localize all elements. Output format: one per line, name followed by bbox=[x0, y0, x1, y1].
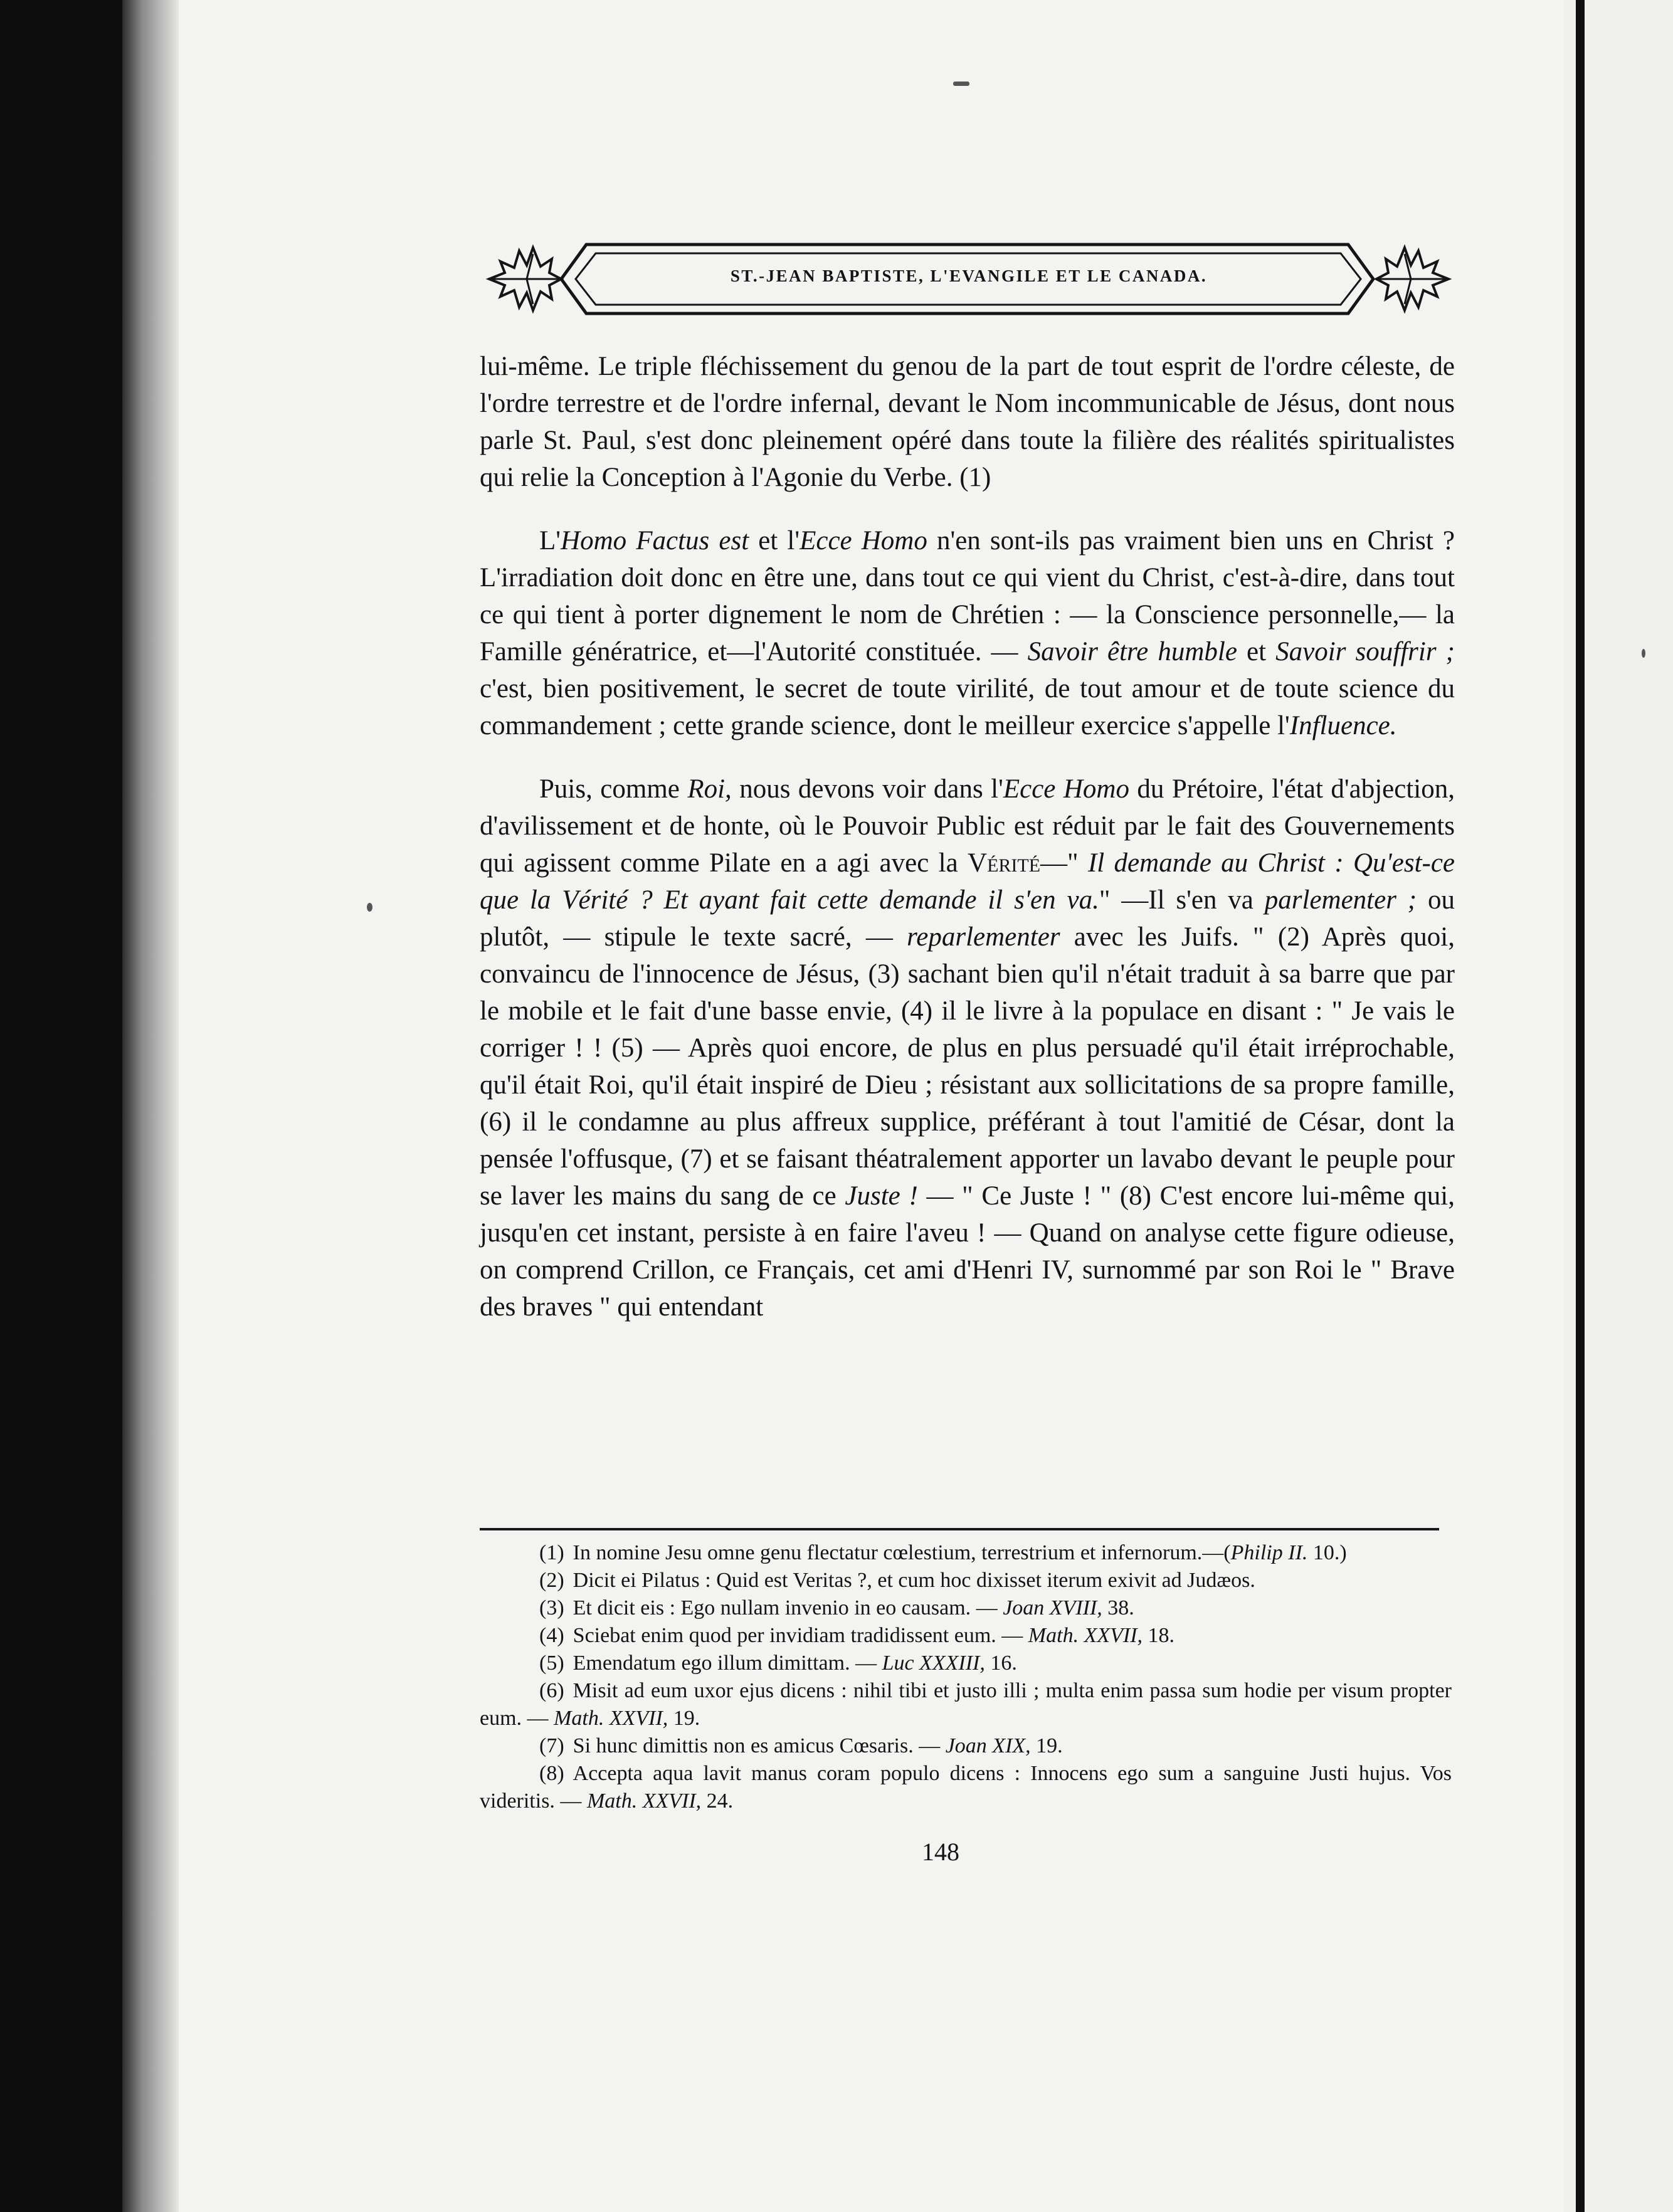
italic-run: Math. XXVII, bbox=[1028, 1624, 1143, 1647]
paragraph bbox=[480, 771, 1455, 1325]
body-text bbox=[480, 348, 1455, 1352]
italic-run: Homo Factus est bbox=[561, 526, 749, 556]
footnote-item bbox=[480, 1622, 1452, 1650]
text-run: 19. bbox=[668, 1707, 700, 1730]
text-run: " —Il s'en va bbox=[1099, 885, 1265, 915]
italic-run: Il demande au Christ : Qu'est-ce que la Vérité ? Et ayant fait cette demande il s'en va. bbox=[480, 848, 1455, 915]
text-run: 24. bbox=[701, 1789, 734, 1813]
italic-run: reparlementer bbox=[907, 922, 1060, 952]
footnote-number: (6) bbox=[539, 1679, 564, 1702]
footnote-item bbox=[480, 1760, 1452, 1815]
italic-run: Influence. bbox=[1289, 711, 1397, 740]
text-run: 16. bbox=[984, 1651, 1017, 1675]
italic-run: Juste ! bbox=[845, 1181, 918, 1211]
footnote-item bbox=[480, 1732, 1452, 1760]
text-run: n'en sont-ils pas vraiment bien uns en Christ ? L'irradiation doit donc en être une, dans tout ce qui vient du Christ, c'est-à-dire, dans tout ce qui tient à porter dignement le nom de Chrétien : — la Conscience personnelle,— la Famille génératrice, et—l'Autorité constituée. — bbox=[480, 526, 1455, 666]
text-run: Accepta aqua lavit manus coram populo dicens : Innocens ego sum a sanguine Justi hujus. Vos videritis. — bbox=[480, 1762, 1452, 1813]
header-title: ST.-JEAN BAPTISTE, L'EVANGILE ET LE CANADA. bbox=[730, 266, 1208, 285]
text-run: Misit ad eum uxor ejus dicens : nihil tibi et justo illi ; multa enim passa sum hodie per visum propter eum. — bbox=[480, 1679, 1452, 1730]
paragraph bbox=[480, 522, 1455, 744]
text-run: Si hunc dimittis non es amicus Cœsaris. — bbox=[573, 1734, 946, 1757]
italic-run: Math. XXVII, bbox=[554, 1707, 668, 1730]
footnote-item bbox=[480, 1594, 1452, 1622]
footnote-item bbox=[480, 1567, 1452, 1594]
text-run: 18. bbox=[1143, 1624, 1175, 1647]
text-run: — " Ce Juste ! " (8) C'est encore lui-même qui, jusqu'en cet instant, persiste à en faire l'aveu ! — Quand on analyse cette figure odieuse, on comprend Crillon, ce Français, cet ami d'Henri IV, surnommé par son Roi le " Brave des braves " qui entendant bbox=[480, 1181, 1455, 1322]
text-run: du Prétoire, l'état d'abjection, d'avilissement et de honte, où le Pouvoir Public est réduit par le fait des Gouvernements qui agissent comme Pilate en a agi avec la bbox=[480, 774, 1455, 878]
scan-speck bbox=[367, 903, 372, 912]
italic-run: Ecce Homo bbox=[1003, 774, 1129, 804]
text-run: 10.) bbox=[1307, 1541, 1347, 1564]
scan-speck bbox=[953, 82, 969, 86]
footnote-item bbox=[480, 1539, 1452, 1567]
italic-run: Ecce Homo bbox=[800, 526, 927, 556]
footnote-number: (1) bbox=[539, 1541, 564, 1564]
footnote-number: (7) bbox=[539, 1734, 564, 1757]
text-run: lui-même. Le triple fléchissement du genou de la part de tout esprit de l'ordre céleste, de l'ordre terrestre et de l'ordre infernal, devant le Nom incommunicable de Jésus, dont nous parle St. Paul, s'est donc pleinement opéré dans toute la filière des réalités spiritualistes qui relie la Conception à l'Agonie du Verbe. (1) bbox=[480, 352, 1455, 492]
text-run: et l' bbox=[749, 526, 800, 556]
text-run: c'est, bien positivement, le secret de toute virilité, de tout amour et de toute science du commandement ; cette grande science, dont le meilleur exercice s'appelle l' bbox=[480, 674, 1455, 740]
footnote-number: (8) bbox=[539, 1762, 564, 1785]
scan-speck bbox=[1642, 649, 1645, 658]
facing-page-edge bbox=[1565, 0, 1673, 2212]
text-run: Emendatum ego illum dimittam. — bbox=[573, 1651, 882, 1675]
footnote-number: (5) bbox=[539, 1651, 564, 1675]
running-header bbox=[483, 238, 1455, 320]
italic-run: Luc XXXIII, bbox=[882, 1651, 985, 1675]
small-caps-run: Vérité bbox=[968, 848, 1041, 878]
text-run: 19. bbox=[1030, 1734, 1063, 1757]
italic-run: Roi, bbox=[687, 774, 732, 804]
text-run: Puis, comme bbox=[539, 774, 688, 804]
italic-run: Philip II. bbox=[1230, 1541, 1308, 1564]
italic-run: Joan XIX, bbox=[945, 1734, 1031, 1757]
text-run: Sciebat enim quod per invidiam tradidissent eum. — bbox=[573, 1624, 1028, 1647]
italic-run: Savoir être humble bbox=[1027, 637, 1237, 666]
text-run: ou plutôt, — stipule le texte sacré, — bbox=[480, 885, 1455, 952]
binding-shadow bbox=[122, 0, 179, 2212]
text-run: Et dicit eis : Ego nullam invenio in eo causam. — bbox=[573, 1596, 1003, 1620]
text-run: avec les Juifs. " (2) Après quoi, convaincu de l'innocence de Jésus, (3) sachant bien qu'il n'était traduit à sa barre que par le mobile et le fait d'une basse envie, (4) il le livre à la populace en disant : " Je vais le corriger ! ! (5) — Après quoi encore, de plus en plus persuadé qu'il était irréprochable, qu'il était Roi, qu'il était inspiré de Dieu ; résistant aux sollicitations de sa propre famille, (6) il le condamne au plus affreux supplice, préférant à tout l'amitié de César, dont la pensée l'offusque, (7) et se faisant théatralement apporter un lavabo devant le peuple pour se laver les mains du sang de ce bbox=[480, 922, 1455, 1211]
footnote-rule bbox=[480, 1528, 1439, 1530]
text-run: et bbox=[1237, 637, 1276, 666]
page-number: 148 bbox=[922, 1838, 959, 1866]
footnote-item bbox=[480, 1650, 1452, 1677]
text-run: —" bbox=[1040, 848, 1088, 878]
text-run: nous devons voir dans l' bbox=[731, 774, 1003, 804]
text-run: L' bbox=[539, 526, 561, 556]
footnotes bbox=[480, 1539, 1452, 1815]
italic-run: parlementer ; bbox=[1264, 885, 1417, 915]
italic-run: Savoir souffrir ; bbox=[1275, 637, 1455, 666]
footnote-number: (2) bbox=[539, 1569, 564, 1592]
text-run: 38. bbox=[1102, 1596, 1134, 1620]
footnote-item bbox=[480, 1677, 1452, 1732]
paragraph bbox=[480, 348, 1455, 496]
footnote-number: (4) bbox=[539, 1624, 564, 1647]
italic-run: Math. XXVII, bbox=[586, 1789, 702, 1813]
text-run: Dicit ei Pilatus : Quid est Veritas ?, et cum hoc dixisset iterum exivit ad Judæos. bbox=[573, 1569, 1255, 1592]
footnote-number: (3) bbox=[539, 1596, 564, 1620]
text-run: In nomine Jesu omne genu flectatur cœlestium, terrestrium et infernorum.—( bbox=[573, 1541, 1231, 1564]
page-edge-line bbox=[1576, 0, 1585, 2212]
italic-run: Joan XVIII, bbox=[1003, 1596, 1102, 1620]
